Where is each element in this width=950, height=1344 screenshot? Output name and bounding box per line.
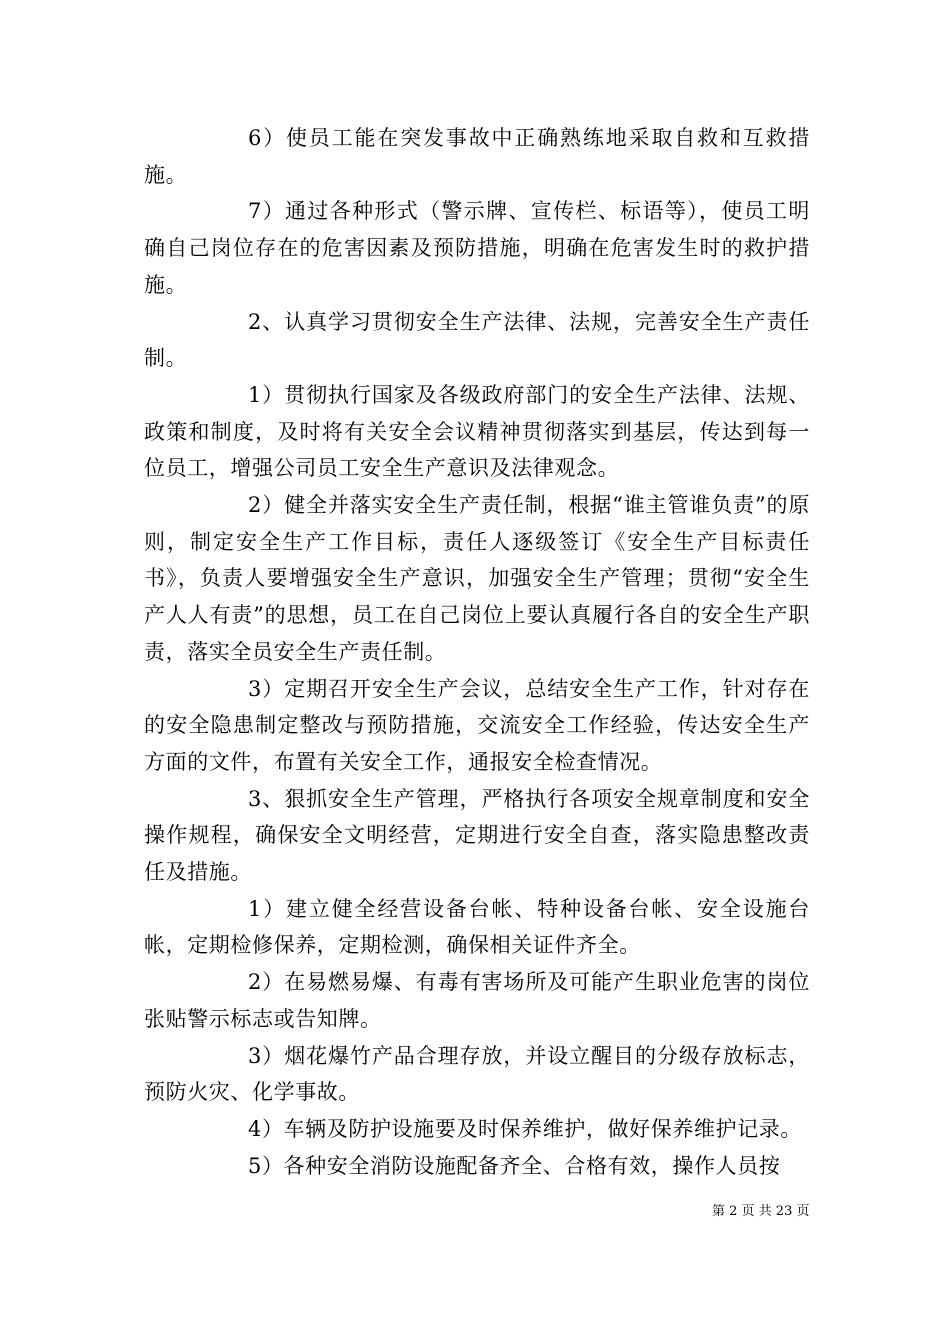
- paragraph: 1）建立健全经营设备台帐、特种设备台帐、安全设施台帐，定期检修保养，定期检测，确保相关证件齐全。: [144, 896, 810, 958]
- paragraph: 6）使员工能在突发事故中正确熟练地采取自救和互救措施。: [144, 126, 810, 187]
- paragraph: 1）贯彻执行国家及各级政府部门的安全生产法律、法规、政策和制度，及时将有关安全会议精神贯彻落实到基层，传达到每一位员工，增强公司员工安全生产意识及法律观念。: [144, 382, 810, 481]
- paragraph: 7）通过各种形式（警示牌、宣传栏、标语等），使员工明确自己岗位存在的危害因素及预防措施，明确在危害发生时的救护措施。: [144, 199, 810, 297]
- body-text: [144, 120, 810, 1184]
- paragraph: 2）在易燃易爆、有毒有害场所及可能产生职业危害的岗位张贴警示标志或告知牌。: [144, 970, 810, 1031]
- paragraph: 5）各种安全消防设施配备齐全、合格有效，操作人员按: [248, 1153, 781, 1178]
- paragraph: 4）车辆及防护设施要及时保养维护，做好保养维护记录。: [248, 1116, 802, 1141]
- paragraph: 2、认真学习贯彻安全生产法律、法规，完善安全生产责任制。: [144, 309, 810, 371]
- paragraph: 2）健全并落实安全生产责任制，根据“谁主管谁负责”的原则，制定安全生产工作目标，责任人逐级签订《安全生产目标责任书》，负责人要增强安全生产意识，加强安全生产管理；贯彻“安全生产人人有责”的思想，员工在自己岗位上要认真履行各自的安全生产职责，落实全员安全生产责任制。: [144, 493, 810, 664]
- paragraph: 3）烟花爆竹产品合理存放，并设立醒目的分级存放标志，预防火灾、化学事故。: [144, 1043, 810, 1105]
- paragraph: 3）定期召开安全生产会议，总结安全生产工作，针对存在的安全隐患制定整改与预防措施，交流安全工作经验，传达安全生产方面的文件，布置有关安全工作，通报安全检查情况。: [144, 676, 810, 774]
- paragraph: 3、狠抓安全生产管理，严格执行各项安全规章制度和安全操作规程，确保安全文明经营，定期进行安全自查，落实隐患整改责任及措施。: [144, 786, 810, 885]
- page-number-footer: 第 2 页 共 23 页: [712, 1204, 810, 1219]
